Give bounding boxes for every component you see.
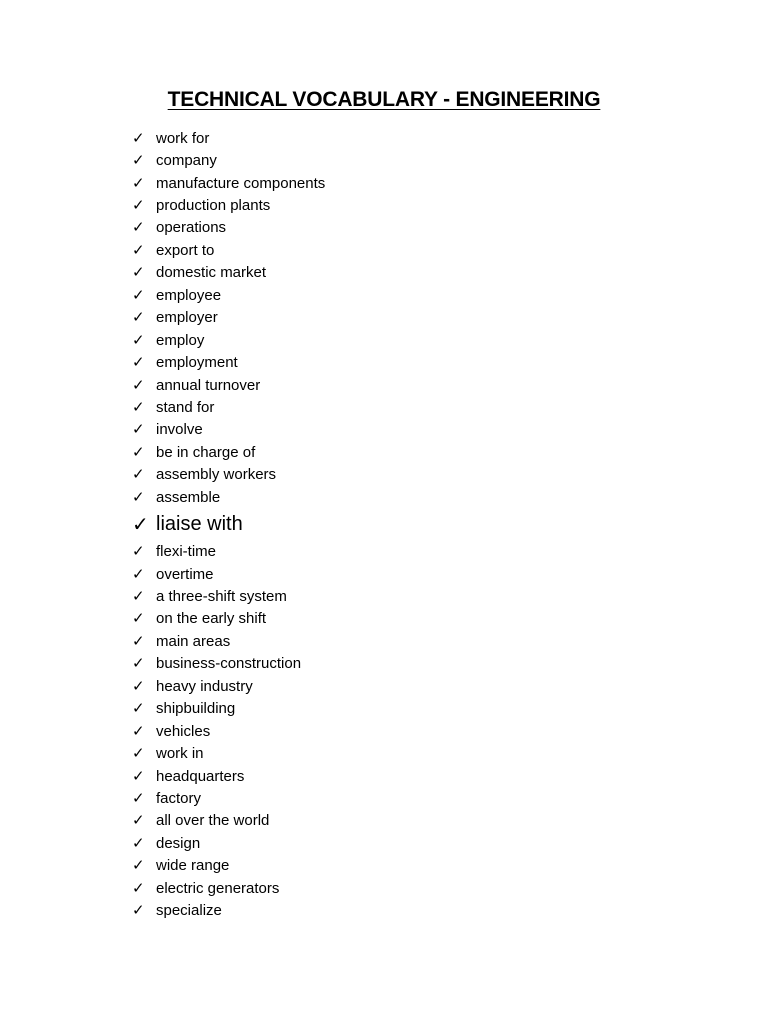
- list-item-text: on the early shift: [156, 610, 267, 628]
- list-item-text: specialize: [156, 902, 222, 920]
- list-item: [132, 329, 325, 351]
- list-item: [132, 630, 325, 652]
- list-item: [132, 396, 325, 418]
- list-item: [132, 194, 325, 216]
- checkmark-icon: ✓: [132, 397, 145, 416]
- checkmark-icon: ✓: [132, 609, 145, 628]
- list-item-text: electric generators: [156, 879, 280, 897]
- list-item-text: vehicles: [156, 722, 211, 740]
- checkmark-icon: ✓: [132, 631, 145, 650]
- list-item-text: employ: [156, 331, 205, 349]
- checkmark-icon: ✓: [132, 240, 145, 259]
- list-item-text: heavy industry: [156, 677, 253, 695]
- checkmark-icon: ✓: [132, 465, 145, 484]
- list-item: [132, 698, 325, 720]
- list-item-text: involve: [156, 421, 203, 439]
- checkmark-icon: ✓: [132, 128, 145, 147]
- list-item-text: employer: [156, 309, 218, 327]
- checkmark-icon: ✓: [132, 699, 145, 718]
- list-item-text: be in charge of: [156, 443, 256, 461]
- page-title: [0, 86, 768, 114]
- list-item: [132, 262, 325, 284]
- list-item-text: manufacture components: [156, 174, 326, 192]
- checkmark-icon: ✓: [132, 196, 145, 215]
- list-item-text: headquarters: [156, 767, 245, 785]
- list-item: [132, 441, 325, 463]
- checkmark-icon: ✓: [132, 676, 145, 695]
- list-item: [132, 832, 325, 854]
- list-item-text: wide range: [156, 857, 230, 875]
- list-item-text: annual turnover: [156, 376, 261, 394]
- checkmark-icon: ✓: [132, 353, 145, 372]
- list-item-text: liaise with: [156, 512, 243, 535]
- checkmark-icon: ✓: [132, 766, 145, 785]
- list-item: [132, 374, 325, 396]
- list-item-text: all over the world: [156, 812, 270, 830]
- list-item-text: assembly workers: [156, 466, 277, 484]
- list-item: [132, 351, 325, 373]
- list-item: [132, 563, 325, 585]
- list-item: [132, 172, 325, 194]
- list-item-text: business-construction: [156, 655, 302, 673]
- checkmark-icon: ✓: [132, 542, 145, 561]
- list-item-text: domestic market: [156, 264, 267, 282]
- checkmark-icon: ✓: [132, 442, 145, 461]
- list-item: [132, 855, 325, 877]
- list-item: [132, 486, 325, 508]
- list-item: [132, 239, 325, 261]
- list-item-text: design: [156, 834, 201, 852]
- list-item-text: work in: [156, 745, 204, 763]
- checkmark-icon: ✓: [132, 375, 145, 394]
- list-item-text: employment: [156, 354, 238, 372]
- list-item: [132, 284, 325, 306]
- list-item: [132, 899, 325, 921]
- list-item: [132, 508, 325, 540]
- list-item: [132, 742, 325, 764]
- page-title-text: TECHNICAL VOCABULARY - ENGINEERING: [167, 88, 601, 111]
- checkmark-icon: ✓: [132, 263, 145, 282]
- list-item-text: shipbuilding: [156, 700, 236, 718]
- list-item-text: company: [156, 152, 217, 170]
- list-item: [132, 307, 325, 329]
- checkmark-icon: ✓: [132, 330, 145, 349]
- checkmark-icon: ✓: [132, 811, 145, 830]
- checkmark-icon: ✓: [132, 308, 145, 327]
- list-item: [132, 877, 325, 899]
- list-item-text: overtime: [156, 565, 214, 583]
- checkmark-icon: ✓: [132, 218, 145, 237]
- list-item: [132, 585, 325, 607]
- checkmark-icon: ✓: [132, 587, 145, 606]
- list-item-text: assemble: [156, 488, 221, 506]
- list-item-text: main areas: [156, 632, 231, 650]
- checkmark-icon: ✓: [132, 878, 145, 897]
- list-item: [132, 127, 325, 149]
- list-item-text: a three-shift system: [156, 588, 287, 606]
- list-item-text: export to: [156, 241, 215, 259]
- list-item: [132, 419, 325, 441]
- list-item-text: operations: [156, 219, 227, 237]
- checkmark-icon: ✓: [132, 285, 145, 304]
- list-item: [132, 540, 325, 562]
- list-item-text: employee: [156, 286, 222, 304]
- checkmark-icon: ✓: [132, 512, 149, 537]
- checkmark-icon: ✓: [132, 420, 145, 439]
- checkmark-icon: ✓: [132, 833, 145, 852]
- list-item: [132, 608, 325, 630]
- list-item: [132, 720, 325, 742]
- list-item: [132, 217, 325, 239]
- list-item: [132, 149, 325, 171]
- list-item-text: production plants: [156, 197, 271, 215]
- list-item-text: flexi-time: [156, 543, 217, 561]
- list-item: [132, 464, 325, 486]
- checkmark-icon: ✓: [132, 654, 145, 673]
- list-item-text: stand for: [156, 398, 215, 416]
- checkmark-icon: ✓: [132, 564, 145, 583]
- checkmark-icon: ✓: [132, 173, 145, 192]
- checkmark-icon: ✓: [132, 487, 145, 506]
- list-item: [132, 810, 325, 832]
- vocabulary-list: [132, 127, 325, 922]
- list-item-text: work for: [156, 129, 210, 147]
- checkmark-icon: ✓: [132, 151, 145, 170]
- checkmark-icon: ✓: [132, 901, 145, 920]
- list-item: [132, 675, 325, 697]
- checkmark-icon: ✓: [132, 788, 145, 807]
- checkmark-icon: ✓: [132, 856, 145, 875]
- checkmark-icon: ✓: [132, 744, 145, 763]
- list-item: [132, 787, 325, 809]
- checkmark-icon: ✓: [132, 721, 145, 740]
- list-item-text: factory: [156, 789, 202, 807]
- list-item: [132, 653, 325, 675]
- list-item: [132, 765, 325, 787]
